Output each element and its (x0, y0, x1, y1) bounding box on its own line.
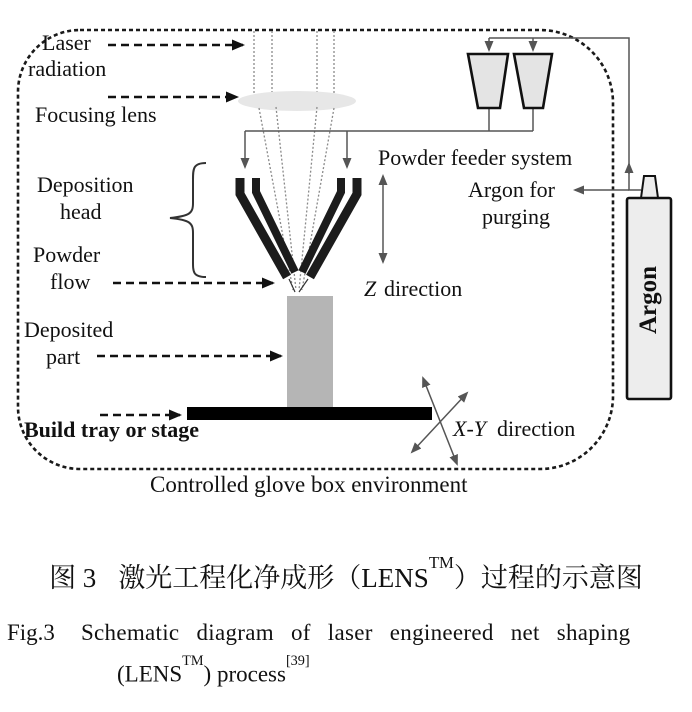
deposition-head-label-line1: Deposition (37, 172, 134, 197)
deposition-head-nozzles (240, 178, 357, 277)
deposition-head-label-line2: head (60, 199, 102, 224)
focusing-lens-label: Focusing lens (35, 102, 157, 127)
laser-radiation-label-line2: radiation (28, 56, 107, 81)
caption-en-ref-superscript: [39] (285, 653, 310, 670)
argon-purging-label-line2: purging (482, 204, 551, 229)
deposited-part-label-line2: part (46, 344, 81, 369)
caption-en-lens-open: (LENS (117, 661, 183, 687)
caption-zh (0, 552, 692, 595)
focusing-lens-shape (238, 91, 356, 111)
deposited-part-shape (287, 296, 333, 408)
caption-en-fig-label: Fig.3 (7, 620, 55, 645)
argon-cylinder-neck (641, 176, 658, 198)
caption-en-line1 (7, 620, 630, 646)
powder-feeder-hoppers (468, 54, 552, 108)
powder-feeder-label: Powder feeder system (378, 145, 573, 170)
caption-zh-text-before-sup: 激光工程化净成形（LENS (118, 563, 429, 593)
glove-box-label: Controlled glove box environment (150, 472, 468, 497)
laser-radiation-label-line1: Laser (42, 30, 91, 55)
xy-direction-label-word: direction (497, 416, 576, 441)
powder-flow-label-line1: Powder (33, 242, 101, 267)
deposited-part-label-line1: Deposited (24, 317, 114, 342)
argon-purging-label-line1: Argon for (468, 177, 555, 202)
caption-en-tm-superscript: TM (182, 653, 204, 670)
build-tray-shape (187, 407, 432, 420)
argon-cylinder-label: Argon (635, 265, 662, 335)
caption-en-line2 (117, 653, 310, 688)
laser-beams-upper (254, 31, 334, 96)
hopper-right (514, 54, 552, 108)
hopper-left (468, 54, 508, 108)
powder-flow-label-line2: flow (50, 269, 91, 294)
xy-direction-label-axis: X-Y (453, 416, 486, 441)
deposition-head-brace (170, 163, 206, 277)
caption-en-process: ) process (203, 661, 286, 687)
caption-zh-tm-superscript: TM (428, 552, 454, 572)
build-tray-label: Build tray or stage (24, 417, 199, 442)
z-direction-label-word: direction (384, 276, 463, 301)
caption-zh-fig-label: 图 3 (49, 563, 97, 593)
caption-zh-text-after-sup: ）过程的示意图 (453, 563, 643, 593)
argon-cylinder (627, 176, 671, 399)
caption-en-text: Schematic diagram of laser engineered net shaping (80, 620, 631, 645)
z-direction-label-axis: Z (364, 276, 377, 301)
